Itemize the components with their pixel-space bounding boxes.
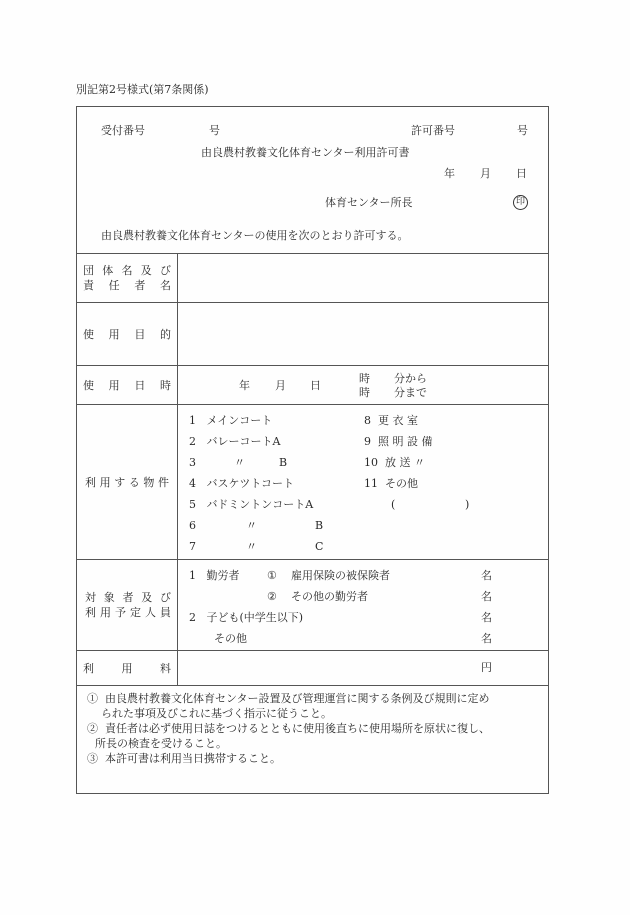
facility-item[interactable]: 8 更 衣 室 [364,414,418,427]
attendee-item: 2 子ども(中学生以下) [189,611,304,624]
issuer-title: 体育センター所長 [325,196,413,209]
seal-icon: 印 [513,195,528,210]
date-month: 月 [480,167,491,180]
facility-item[interactable]: 10 放 送 〃 [364,456,425,469]
facility-item[interactable]: 3 〃 B [189,456,288,469]
purpose-label: 使 用 目 的 [83,327,171,341]
date-day: 日 [516,167,527,180]
note-item: ① 由良農村教養文化体育センター設置及び管理運営に関する条例及び規則に定め られた事項及びこれに基づく指示に従うこと。 [87,692,490,720]
facility-item[interactable]: 11 その他 [364,477,418,490]
facility-item[interactable]: 2 バレーコートA [189,435,281,448]
datetime-year: 年 [239,379,250,392]
organization-field[interactable] [179,254,547,301]
organization-label: 団 体 名 及 び 責 任 者 名 [83,264,171,292]
divider [77,685,548,686]
date-year: 年 [444,167,455,180]
attendee-item: 1 勤労者 ① 雇用保険の被保険者 [189,569,390,582]
facility-item[interactable]: 6 〃 B [189,519,324,532]
attendee-item: その他 [214,632,247,645]
facility-item[interactable]: 1 メインコート [189,414,273,427]
document-title: 由良農村教養文化体育センター利用許可書 [201,146,410,159]
to-minute: 分まで [394,386,427,399]
facility-item[interactable]: 5 バドミントンコートA [189,498,314,511]
note-item: ② 責任者は必ず使用日誌をつけるとともに使用後直ちに使用場所を原状に復し、 所長の検査を受けること。 [87,722,490,750]
facilities-label: 利 用 す る 物 件 [85,475,169,489]
attendee-count-unit[interactable]: 名 [481,590,492,603]
permit-number-label: 許可番号 [411,124,455,137]
attendee-item: ② その他の勤労者 [267,590,368,603]
facility-item[interactable]: 4 バスケツトコート [189,477,294,490]
attendee-count-unit[interactable]: 名 [481,632,492,645]
purpose-field[interactable] [179,303,547,364]
receipt-number-label: 受付番号 [101,124,145,137]
to-hour: 時 [359,386,370,399]
label-column-divider [177,253,178,685]
facility-item[interactable]: 9 照 明 設 備 [364,435,433,448]
attendee-count-unit[interactable]: 名 [481,611,492,624]
datetime-label: 使 用 日 時 [83,378,171,392]
datetime-day: 日 [310,379,321,392]
permit-number-suffix: 号 [517,124,528,137]
facility-item[interactable]: 7 〃 C [189,540,324,553]
from-hour: 時 [359,372,370,385]
permit-statement: 由良農村教養文化体育センターの使用を次のとおり許可する。 [101,229,409,242]
form-reference: 別記第2号様式(第7条関係) [76,83,209,96]
other-paren-close: ) [465,498,470,511]
fee-label: 利 用 料 [83,661,171,675]
other-paren-open: ( [391,498,396,511]
attendee-count-unit[interactable]: 名 [481,569,492,582]
receipt-number-suffix: 号 [209,124,220,137]
permit-form [76,106,549,794]
datetime-month: 月 [275,379,286,392]
from-minute: 分から [394,372,427,385]
note-item: ③ 本許可書は利用当日携帯すること。 [87,752,281,765]
fee-unit[interactable]: 円 [481,661,492,674]
attendees-label: 対 象 者 及 び 利 用 予 定 人 員 [85,591,171,619]
